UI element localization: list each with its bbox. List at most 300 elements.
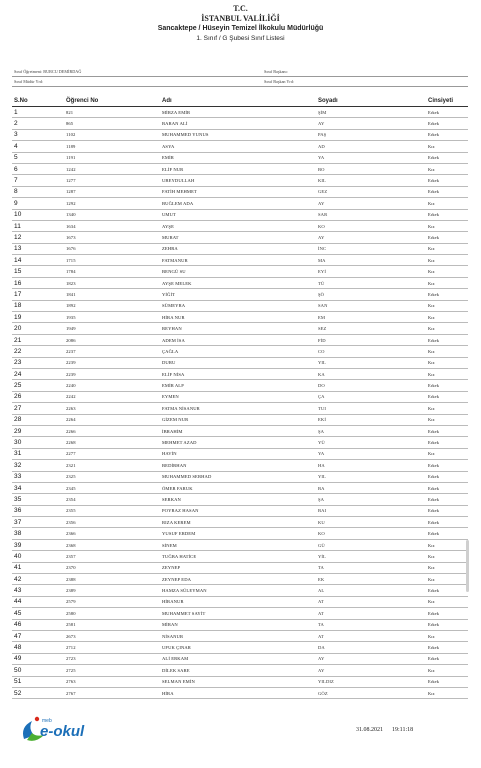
- table-row: [12, 687, 468, 698]
- row-surname: YA: [316, 152, 426, 163]
- row-student-no: 2580: [64, 608, 160, 619]
- row-name: ALİ ERKAM: [160, 653, 316, 664]
- row-sno: 31: [12, 448, 64, 459]
- table-row: [12, 665, 468, 676]
- row-sno: 13: [12, 243, 64, 254]
- row-sno: 38: [12, 528, 64, 539]
- row-gender: Kız: [426, 220, 468, 231]
- col-header-student-no: Öğrenci No: [64, 96, 160, 107]
- row-gender: Erkek: [426, 175, 468, 186]
- row-name: ZEHRA: [160, 243, 316, 254]
- table-row: [12, 380, 468, 391]
- logo-text: e-okul: [40, 723, 85, 740]
- row-student-no: 1292: [64, 198, 160, 209]
- row-name: SÜMEYRA: [160, 300, 316, 311]
- row-student-no: 1673: [64, 232, 160, 243]
- row-surname: YİL: [316, 551, 426, 562]
- table-row: [12, 391, 468, 402]
- row-surname: HA: [316, 460, 426, 471]
- row-gender: Kız: [426, 687, 468, 698]
- header-tc: T.C.: [233, 4, 248, 13]
- row-gender: Erkek: [426, 129, 468, 140]
- row-student-no: 2357: [64, 551, 160, 562]
- row-student-no: 865: [64, 118, 160, 129]
- row-sno: 5: [12, 152, 64, 163]
- table-row: [12, 619, 468, 630]
- row-student-no: 2368: [64, 539, 160, 550]
- row-surname: KO: [316, 528, 426, 539]
- row-surname: KU: [316, 517, 426, 528]
- row-gender: Kız: [426, 198, 468, 209]
- student-list-table: [12, 96, 468, 699]
- row-name: FATMANUR: [160, 255, 316, 266]
- row-name: HAVİN: [160, 448, 316, 459]
- row-name: ZEYNEP EDA: [160, 574, 316, 585]
- row-sno: 32: [12, 460, 64, 471]
- row-sno: 26: [12, 391, 64, 402]
- row-surname: TA: [316, 562, 426, 573]
- row-sno: 25: [12, 380, 64, 391]
- table-row: [12, 243, 468, 254]
- header-governorship: İSTANBUL VALİLİĞİ: [201, 14, 280, 23]
- row-name: İBRAHİM: [160, 425, 316, 436]
- table-row: [12, 266, 468, 277]
- row-sno: 19: [12, 312, 64, 323]
- row-name: MEHMET AZAD: [160, 437, 316, 448]
- row-gender: Erkek: [426, 608, 468, 619]
- row-student-no: 2356: [64, 517, 160, 528]
- row-gender: Erkek: [426, 186, 468, 197]
- table-row: [12, 118, 468, 129]
- row-sno: 15: [12, 266, 64, 277]
- row-name: AYŞE MELEK: [160, 277, 316, 288]
- row-sno: 21: [12, 334, 64, 345]
- logo-small-text: meb: [42, 718, 52, 724]
- row-surname: TUI: [316, 403, 426, 414]
- row-name: ÇAĞLA: [160, 346, 316, 357]
- row-surname: BAI: [316, 505, 426, 516]
- row-name: NİSANUR: [160, 630, 316, 641]
- row-gender: Erkek: [426, 619, 468, 630]
- table-row: [12, 346, 468, 357]
- row-sno: 37: [12, 517, 64, 528]
- row-surname: BO: [316, 163, 426, 174]
- row-gender: Kız: [426, 277, 468, 288]
- e-okul-logo: [18, 713, 98, 745]
- row-student-no: 2366: [64, 528, 160, 539]
- row-student-no: 2240: [64, 380, 160, 391]
- row-surname: AY: [316, 665, 426, 676]
- row-surname: PAŞ: [316, 129, 426, 140]
- row-student-no: 2268: [64, 437, 160, 448]
- row-gender: Erkek: [426, 232, 468, 243]
- row-name: ELİF NUR: [160, 163, 316, 174]
- row-surname: GEZ: [316, 186, 426, 197]
- row-name: SELMAN EMİN: [160, 676, 316, 687]
- row-student-no: 1340: [64, 209, 160, 220]
- row-sno: 7: [12, 175, 64, 186]
- row-surname: EK: [316, 574, 426, 585]
- table-row: [12, 312, 468, 323]
- row-sno: 40: [12, 551, 64, 562]
- row-gender: Kız: [426, 368, 468, 379]
- table-header-row: [12, 96, 468, 107]
- row-surname: ÇA: [316, 391, 426, 402]
- class-head-label: Sınıf Başkanı:: [264, 68, 288, 74]
- table-row: [12, 414, 468, 425]
- e-okul-logo-graphic: [18, 713, 98, 745]
- row-student-no: 2767: [64, 687, 160, 698]
- print-date: 31.08.2021: [356, 727, 383, 733]
- row-student-no: 2264: [64, 414, 160, 425]
- row-sno: 23: [12, 357, 64, 368]
- row-surname: İNC: [316, 243, 426, 254]
- row-sno: 45: [12, 608, 64, 619]
- row-sno: 43: [12, 585, 64, 596]
- table-row: [12, 630, 468, 641]
- row-student-no: 2239: [64, 368, 160, 379]
- row-name: BENGÜ SU: [160, 266, 316, 277]
- document-header: [0, 0, 481, 44]
- row-student-no: 2325: [64, 471, 160, 482]
- table-row: [12, 596, 468, 607]
- row-student-no: 2237: [64, 346, 160, 357]
- table-row: [12, 232, 468, 243]
- row-surname: EM: [316, 312, 426, 323]
- row-surname: ŞA: [316, 494, 426, 505]
- row-surname: GÖZ: [316, 687, 426, 698]
- row-sno: 30: [12, 437, 64, 448]
- row-surname: SEZ: [316, 323, 426, 334]
- row-gender: Erkek: [426, 528, 468, 539]
- row-surname: GÜ: [316, 539, 426, 550]
- row-student-no: 821: [64, 107, 160, 118]
- row-name: MURAT: [160, 232, 316, 243]
- row-name: TUĞBA HATİCE: [160, 551, 316, 562]
- table-row: [12, 255, 468, 266]
- row-surname: TÜ: [316, 277, 426, 288]
- table-row: [12, 334, 468, 345]
- row-sno: 24: [12, 368, 64, 379]
- row-gender: Erkek: [426, 585, 468, 596]
- row-sno: 8: [12, 186, 64, 197]
- row-name: MİRAN: [160, 619, 316, 630]
- row-surname: AY: [316, 198, 426, 209]
- row-name: SERKAN: [160, 494, 316, 505]
- row-gender: Erkek: [426, 289, 468, 300]
- row-surname: AY: [316, 653, 426, 664]
- row-surname: CO: [316, 346, 426, 357]
- row-name: BARAN ALİ: [160, 118, 316, 129]
- row-name: ADEM İSA: [160, 334, 316, 345]
- row-gender: Kız: [426, 448, 468, 459]
- table-row: [12, 676, 468, 687]
- table-row: [12, 574, 468, 585]
- row-student-no: 1242: [64, 163, 160, 174]
- row-surname: KA: [316, 368, 426, 379]
- row-surname: BA: [316, 482, 426, 493]
- row-surname: KIL: [316, 175, 426, 186]
- row-student-no: 2712: [64, 642, 160, 653]
- row-name: FATMA NİSANUR: [160, 403, 316, 414]
- row-name: BEDİRHAN: [160, 460, 316, 471]
- row-surname: YÜ: [316, 437, 426, 448]
- row-sno: 49: [12, 653, 64, 664]
- table-row: [12, 141, 468, 152]
- row-surname: SAR: [316, 209, 426, 220]
- col-header-name: Adı: [160, 96, 316, 107]
- row-sno: 29: [12, 425, 64, 436]
- row-student-no: 1287: [64, 186, 160, 197]
- table-row: [12, 186, 468, 197]
- row-student-no: 2723: [64, 653, 160, 664]
- row-student-no: 2388: [64, 574, 160, 585]
- row-student-no: 2277: [64, 448, 160, 459]
- row-student-no: 1935: [64, 312, 160, 323]
- row-gender: Erkek: [426, 380, 468, 391]
- table-row: [12, 494, 468, 505]
- row-gender: Kız: [426, 403, 468, 414]
- row-sno: 51: [12, 676, 64, 687]
- table-row: [12, 517, 468, 528]
- row-name: UBEYDULLAH: [160, 175, 316, 186]
- row-surname: ŞİM: [316, 107, 426, 118]
- row-gender: Erkek: [426, 471, 468, 482]
- row-name: HAMZA SÜLEYMAN: [160, 585, 316, 596]
- row-surname: EYİ: [316, 266, 426, 277]
- row-surname: KO: [316, 220, 426, 231]
- row-student-no: 1102: [64, 129, 160, 140]
- row-sno: 34: [12, 482, 64, 493]
- table-row: [12, 368, 468, 379]
- row-gender: Erkek: [426, 482, 468, 493]
- row-gender: Erkek: [426, 642, 468, 653]
- row-sno: 2: [12, 118, 64, 129]
- row-student-no: 2345: [64, 482, 160, 493]
- col-header-surname: Soyadı: [316, 96, 426, 107]
- table-row: [12, 562, 468, 573]
- row-gender: Erkek: [426, 437, 468, 448]
- row-surname: DO: [316, 380, 426, 391]
- row-sno: 47: [12, 630, 64, 641]
- row-student-no: 2579: [64, 596, 160, 607]
- row-name: RIZA KEREM: [160, 517, 316, 528]
- row-name: ZEYNEP: [160, 562, 316, 573]
- row-name: EMİR: [160, 152, 316, 163]
- row-student-no: 1277: [64, 175, 160, 186]
- row-name: DİLEK SARE: [160, 665, 316, 676]
- row-sno: 3: [12, 129, 64, 140]
- row-student-no: 2266: [64, 425, 160, 436]
- meta-divider: [12, 86, 468, 87]
- row-gender: Erkek: [426, 107, 468, 118]
- row-gender: Kız: [426, 300, 468, 311]
- row-surname: AT: [316, 608, 426, 619]
- row-sno: 6: [12, 163, 64, 174]
- row-name: BUĞLEM ADA: [160, 198, 316, 209]
- row-sno: 17: [12, 289, 64, 300]
- row-student-no: 2239: [64, 357, 160, 368]
- row-gender: Erkek: [426, 517, 468, 528]
- row-gender: Erkek: [426, 118, 468, 129]
- table-row: [12, 163, 468, 174]
- row-surname: AY: [316, 232, 426, 243]
- row-gender: Kız: [426, 346, 468, 357]
- scrollbar[interactable]: [466, 540, 469, 592]
- table-row: [12, 642, 468, 653]
- row-surname: YILDIZ: [316, 676, 426, 687]
- row-name: EMİR ALP: [160, 380, 316, 391]
- row-student-no: 2763: [64, 676, 160, 687]
- row-surname: AT: [316, 630, 426, 641]
- row-name: MUHAMMED YUNUS: [160, 129, 316, 140]
- col-header-gender: Cinsiyeti: [426, 96, 468, 107]
- row-surname: AD: [316, 141, 426, 152]
- row-surname: AT: [316, 596, 426, 607]
- class-head-assistant-label: Sınıf Başkan Yrd:: [264, 78, 295, 84]
- row-student-no: 1892: [64, 300, 160, 311]
- row-sno: 10: [12, 209, 64, 220]
- table-row: [12, 425, 468, 436]
- row-surname: DA: [316, 642, 426, 653]
- row-sno: 20: [12, 323, 64, 334]
- table-row: [12, 608, 468, 619]
- row-gender: Kız: [426, 323, 468, 334]
- row-surname: YIL: [316, 357, 426, 368]
- row-gender: Kız: [426, 141, 468, 152]
- row-name: MİRZA EMİR: [160, 107, 316, 118]
- table-row: [12, 505, 468, 516]
- row-gender: Kız: [426, 255, 468, 266]
- header-school: Sancaktepe / Hüseyin Temizel İlkokulu Müdürlüğü: [157, 25, 324, 32]
- row-sno: 18: [12, 300, 64, 311]
- table-row: [12, 403, 468, 414]
- row-student-no: 2673: [64, 630, 160, 641]
- row-name: UMUT: [160, 209, 316, 220]
- table-row: [12, 277, 468, 288]
- row-sno: 22: [12, 346, 64, 357]
- row-sno: 16: [12, 277, 64, 288]
- row-sno: 36: [12, 505, 64, 516]
- row-name: HİRANUR: [160, 596, 316, 607]
- table-row: [12, 551, 468, 562]
- row-sno: 48: [12, 642, 64, 653]
- row-student-no: 1841: [64, 289, 160, 300]
- table-row: [12, 653, 468, 664]
- row-name: AYŞE: [160, 220, 316, 231]
- row-student-no: 2581: [64, 619, 160, 630]
- row-name: ELİF NİSA: [160, 368, 316, 379]
- row-gender: Erkek: [426, 334, 468, 345]
- table-row: [12, 175, 468, 186]
- row-surname: SAN: [316, 300, 426, 311]
- row-sno: 46: [12, 619, 64, 630]
- row-gender: Kız: [426, 551, 468, 562]
- row-gender: Kız: [426, 163, 468, 174]
- table-row: [12, 585, 468, 596]
- row-student-no: 1949: [64, 323, 160, 334]
- row-name: EYMEN: [160, 391, 316, 402]
- row-name: REYHAN: [160, 323, 316, 334]
- row-gender: Erkek: [426, 425, 468, 436]
- table-row: [12, 107, 468, 118]
- table-row: [12, 209, 468, 220]
- print-time: 19:11:18: [392, 727, 414, 733]
- table-row: [12, 482, 468, 493]
- row-sno: 12: [12, 232, 64, 243]
- table-row: [12, 539, 468, 550]
- row-name: SİNEM: [160, 539, 316, 550]
- row-surname: AY: [316, 118, 426, 129]
- table-row: [12, 152, 468, 163]
- row-student-no: 1676: [64, 243, 160, 254]
- row-gender: Kız: [426, 312, 468, 323]
- row-gender: Kız: [426, 539, 468, 550]
- row-student-no: 2354: [64, 494, 160, 505]
- row-name: GİZEM NUR: [160, 414, 316, 425]
- row-sno: 44: [12, 596, 64, 607]
- row-gender: Erkek: [426, 676, 468, 687]
- row-surname: YA: [316, 448, 426, 459]
- row-student-no: 1191: [64, 152, 160, 163]
- row-student-no: 1823: [64, 277, 160, 288]
- row-gender: Erkek: [426, 152, 468, 163]
- row-student-no: 1189: [64, 141, 160, 152]
- row-sno: 1: [12, 107, 64, 118]
- row-sno: 4: [12, 141, 64, 152]
- row-sno: 52: [12, 687, 64, 698]
- row-name: YİĞİT: [160, 289, 316, 300]
- row-sno: 11: [12, 220, 64, 231]
- row-name: POYRAZ HASAN: [160, 505, 316, 516]
- row-sno: 28: [12, 414, 64, 425]
- row-sno: 9: [12, 198, 64, 209]
- row-surname: EKİ: [316, 414, 426, 425]
- row-student-no: 1715: [64, 255, 160, 266]
- table-row: [12, 357, 468, 368]
- table-row: [12, 460, 468, 471]
- row-surname: FİD: [316, 334, 426, 345]
- row-name: ASYA: [160, 141, 316, 152]
- row-student-no: 2321: [64, 460, 160, 471]
- row-name: HİRA NUR: [160, 312, 316, 323]
- header-list-title: 1. Sınıf / G Şubesi Sınıf Listesi: [196, 35, 285, 42]
- row-name: MUHAMMED SERHAD: [160, 471, 316, 482]
- row-name: DURU: [160, 357, 316, 368]
- row-gender: Kız: [426, 630, 468, 641]
- table-row: [12, 323, 468, 334]
- row-sno: 42: [12, 574, 64, 585]
- row-gender: Erkek: [426, 460, 468, 471]
- table-row: [12, 220, 468, 231]
- row-sno: 41: [12, 562, 64, 573]
- row-gender: Erkek: [426, 505, 468, 516]
- table-row: [12, 448, 468, 459]
- assistant-principal-label: Sınıf Müdür Yrd:: [14, 78, 44, 84]
- row-gender: Kız: [426, 574, 468, 585]
- row-surname: ŞA: [316, 425, 426, 436]
- row-gender: Kız: [426, 243, 468, 254]
- row-gender: Kız: [426, 414, 468, 425]
- row-student-no: 2242: [64, 391, 160, 402]
- table-row: [12, 198, 468, 209]
- row-name: YUSUF ERDEM: [160, 528, 316, 539]
- row-name: ÖMER FARUK: [160, 482, 316, 493]
- row-name: MUHAMMET SAYİT: [160, 608, 316, 619]
- row-student-no: 2263: [64, 403, 160, 414]
- row-surname: TA: [316, 619, 426, 630]
- row-student-no: 2355: [64, 505, 160, 516]
